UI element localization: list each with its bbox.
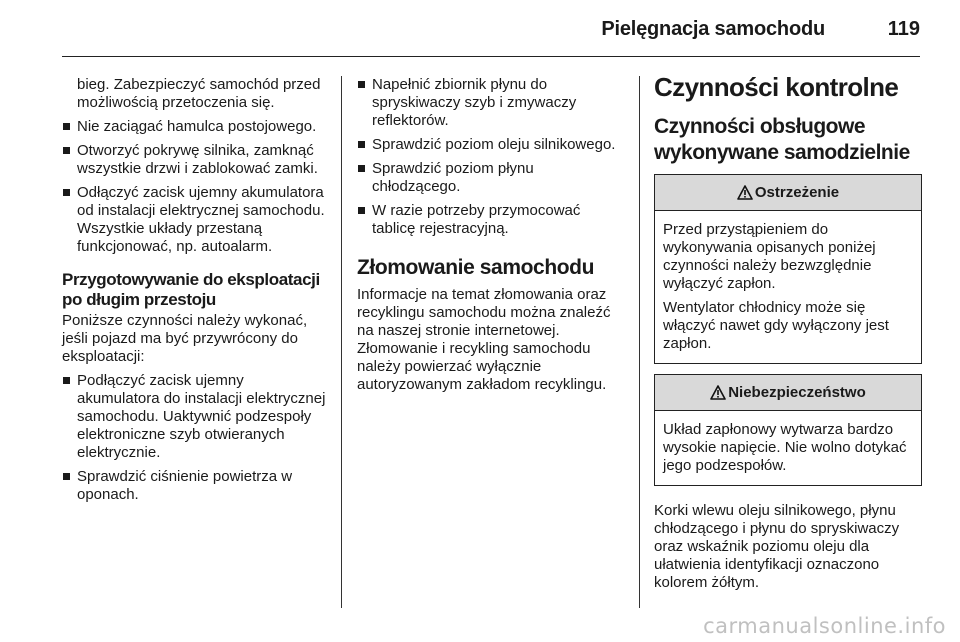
section-heading-line-1: Czynności obsługowe [654, 115, 866, 138]
danger-box-title: Niebezpieczeństwo [728, 384, 866, 401]
paragraph: Korki wlewu oleju silnikowego, płynu chłodzącego i płynu do spryskiwaczy oraz wskaźnik poziomu oleju dla ułatwienia identyfikacji oznaczono kolorem żółtym. [654, 502, 900, 591]
danger-box-body [655, 411, 921, 485]
danger-box-header [655, 375, 921, 411]
column-divider-1 [341, 76, 342, 608]
chapter-heading: Czynności kontrolne [654, 72, 899, 102]
continued-text: bieg. Zabezpieczyć samochód przed możliwością przetoczenia się. [77, 76, 321, 111]
list-item: Sprawdzić poziom oleju silnikowego. [357, 136, 625, 154]
list-item: Odłączyć zacisk ujemny akumulatora od instalacji elektrycznej samochodu. Wszystkie układy przestaną funkcjonować, np. autoalarm. [62, 184, 327, 256]
warning-box-title: Ostrzeżenie [754, 184, 840, 201]
paragraph: Układ zapłonowy wytwarza bardzo wysokie napięcie. Nie wolno dotykać jego podzespołów. [663, 421, 907, 474]
list-item: W razie potrzeby przymocować tablicę rejestracyjną. [357, 202, 625, 238]
warning-triangle-icon [737, 178, 753, 214]
list-item: Sprawdzić poziom płynu chłodzącego. [357, 160, 625, 196]
watermark: carmanualsonline.info [703, 614, 946, 638]
paragraph: Informacje na temat złomowania oraz recyklingu samochodu można znaleźć na naszej stronie internetowej. Złomowanie i recykling samochodu należy powierzać wyłącznie autoryzowanym zakładom recyklingu. [357, 286, 611, 393]
column-3 [654, 72, 922, 598]
section-subheading: Przygotowywanie do eksploatacji po długim przestoju [62, 270, 320, 309]
warning-box-header [655, 175, 921, 211]
list-item: Napełnić zbiornik płynu do spryskiwaczy szyb i zmywaczy reflektorów. [357, 76, 625, 130]
warning-box [654, 174, 922, 364]
header-title: Pielęgnacja samochodu [601, 18, 825, 40]
list-item: Nie zaciągać hamulca postojowego. [62, 118, 327, 136]
page-header [62, 0, 920, 58]
column-1 [62, 76, 327, 510]
column-divider-2 [639, 76, 640, 608]
danger-box [654, 374, 922, 486]
page-number: 119 [887, 18, 920, 40]
warning-box-body [655, 211, 921, 363]
paragraph: Poniższe czynności należy wykonać, jeśli pojazd ma być przywrócony do eksploatacji: [62, 312, 308, 365]
section-heading-line-2: wykonywane samodzielnie [654, 141, 910, 164]
paragraph: Wentylator chłodnicy może się włączyć nawet gdy wyłączony jest zapłon. [663, 299, 889, 352]
header-rule [62, 56, 920, 57]
list-item: Sprawdzić ciśnienie powietrza w oponach. [62, 468, 327, 504]
list-item: Podłączyć zacisk ujemny akumulatora do instalacji elektrycznej samochodu. Uaktywnić podzespoły elektroniczne szyb otwieranych elektrycznie. [62, 372, 327, 462]
column-2 [357, 76, 625, 400]
section-heading: Złomowanie samochodu [357, 256, 595, 279]
list-item: Otworzyć pokrywę silnika, zamknąć wszystkie drzwi i zablokować zamki. [62, 142, 327, 178]
warning-triangle-icon [710, 378, 726, 414]
paragraph: Przed przystąpieniem do wykonywania opisanych poniżej czynności należy bezwzględnie wyłączyć zapłon. [663, 221, 876, 292]
